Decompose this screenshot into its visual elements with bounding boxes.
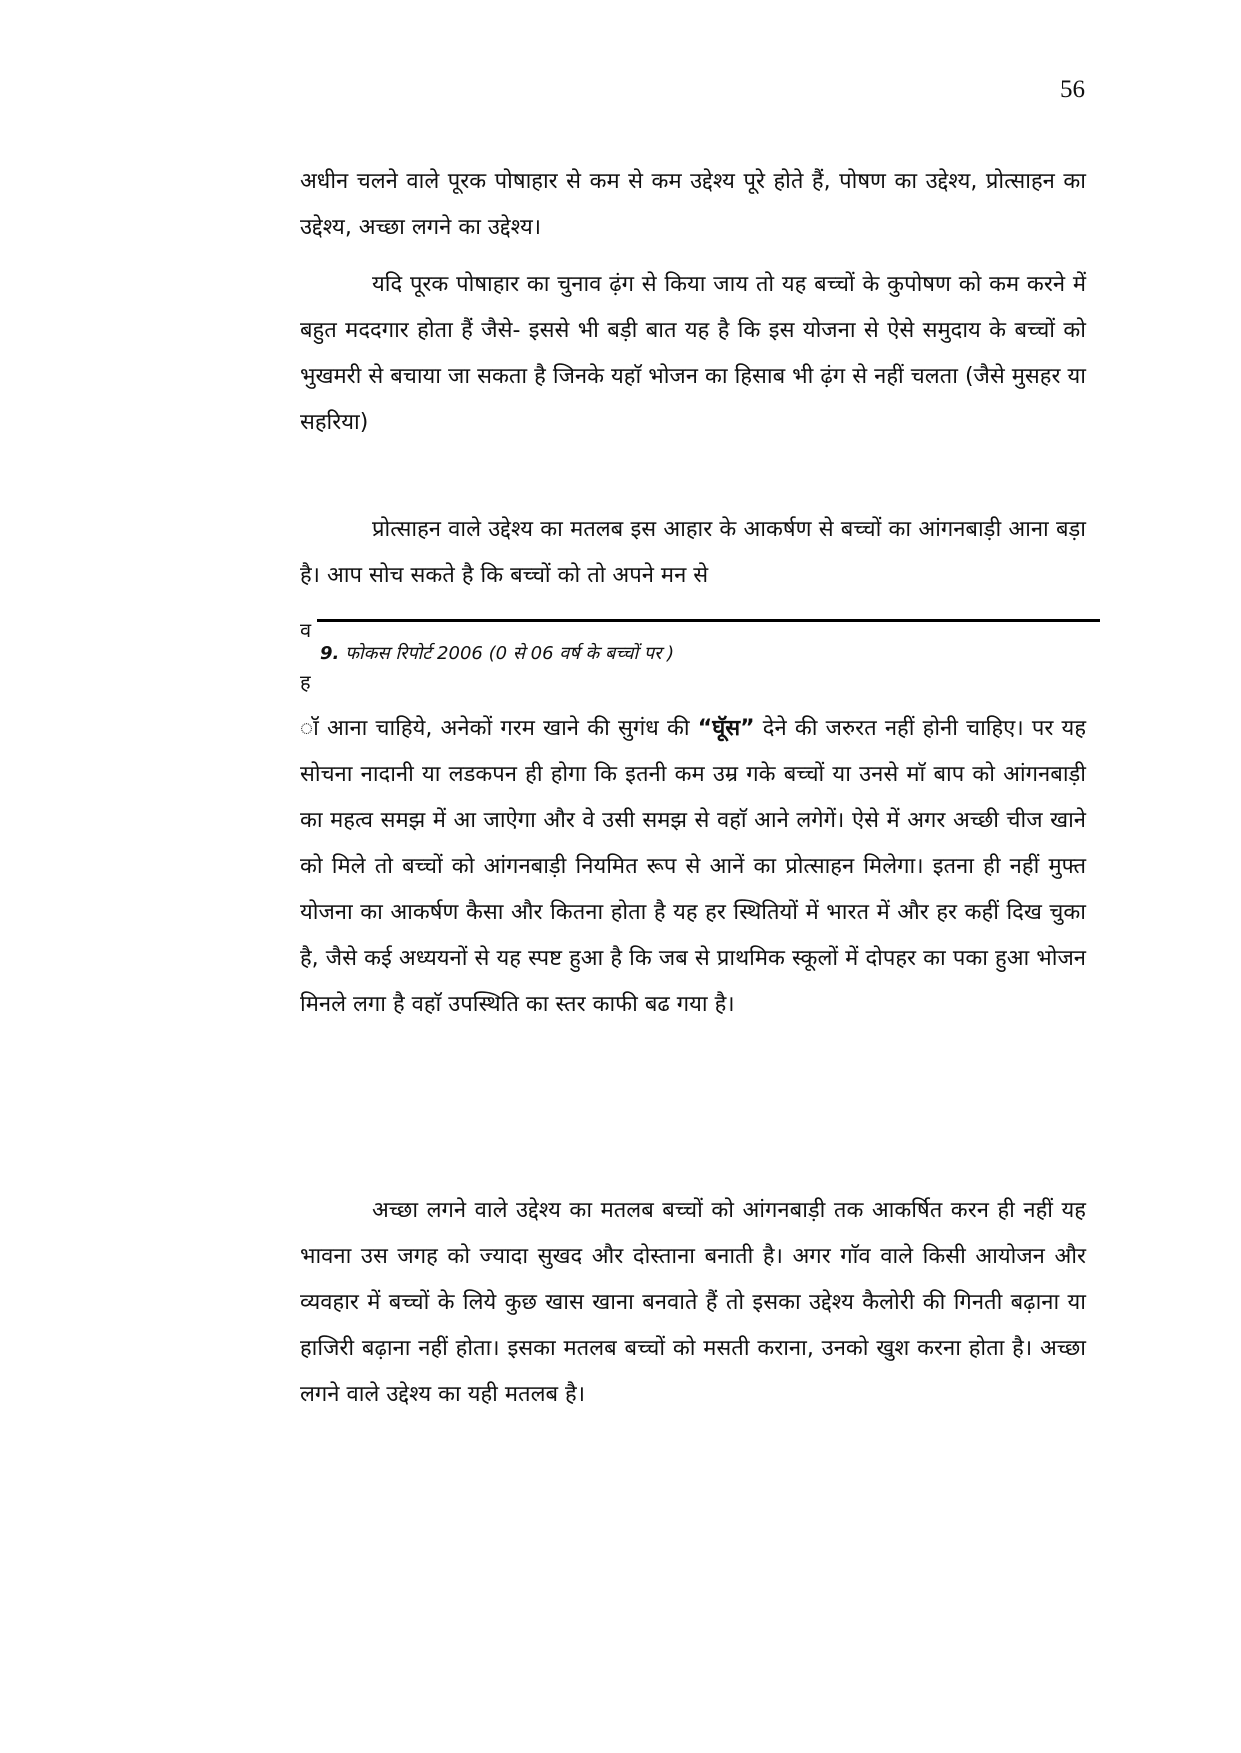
footnote bbox=[320, 641, 674, 665]
footnote-divider bbox=[317, 619, 1100, 622]
paragraph-3: प्रोत्साहन वाले उद्देश्य का मतलब इस आहार के आकर्षण से बच्चों का आंगनबाड़ी आना बड़ा है। आप सोच सकते है कि बच्चों को तो अपने मन से bbox=[300, 517, 1086, 588]
paragraph-4 bbox=[300, 706, 1086, 1028]
paragraph-1: अधीन चलने वाले पूरक पोषाहार से कम से कम उद्देश्य पूरे होते हैं, पोषण का उद्देश्य, प्रोत्साहन का उद्देश्य, अच्छा लगने का उद्देश्य। bbox=[300, 169, 1086, 240]
paragraph-5: अच्छा लगने वाले उद्देश्य का मतलब बच्चों को आंगनबाड़ी तक आकर्षित करन ही नहीं यह भावना उस जगह को ज्यादा सुखद और दोस्ताना बनाती है। अगर गाॅव वाले किसी आयोजन और व्यवहार में बच्चों के लिये कुछ खास खाना बनवाते हैं तो इसका उद्देश्य कैलोरी की गिनती बढ़ाना या हाजिरी बढ़ाना नहीं होता। इसका मतलब बच्चों को मसती कराना, उनको खुश करना होता है। अच्छा लगने वाले उद्देश्य का यही मतलब है। bbox=[300, 1198, 1086, 1407]
paragraph-4-rest: देने की जरुरत नहीं होनी चाहिए। पर यह सोचना नादानी या लडकपन ही होगा कि इतनी कम उम्र गके बच्चों या उनसे माॅ बाप को आंगनबाड़ी का महत्व समझ में आ जाऐगा और वे उसी समझ से वहाॅ आने लगेगें। ऐसे में अगर अच्छी चीज खाने को मिले तो बच्चों को आंगनबाड़ी नियमित रूप से आनें का प्रोत्साहन मिलेगा। इतना ही नहीं मुफ्त योजना का आकर्षण कैसा और कितना होता है यह हर स्थितियों में भारत में और हर कहीं दिख चुका है, जैसे कई अध्ययनों से यह स्पष्ट हुआ है कि जब से प्राथमिक स्कूलों में दोपहर का पका हुआ भोजन मिनले लगा है वहाॅ उपस्थिति का स्तर काफी बढ गया है। bbox=[300, 716, 1086, 1017]
page-break-fragment-top: व bbox=[300, 618, 312, 642]
page-break-fragment-bottom: ह bbox=[300, 670, 311, 694]
emphasized-word: “घूॅस” bbox=[697, 716, 755, 741]
footnote-text: फोकस रिपोर्ट 2006 (0 से 06 वर्ष के बच्चों पर ) bbox=[339, 643, 675, 664]
footnote-number: 9. bbox=[320, 643, 340, 664]
paragraph-4-start: ॉ आना चाहिये, अनेकों गरम खाने की सुगंध की bbox=[300, 716, 698, 741]
page-number: 56 bbox=[1060, 76, 1085, 103]
paragraph-2: यदि पूरक पोषाहार का चुनाव ढ़ंग से किया जाय तो यह बच्चों के कुपोषण को कम करने में बहुत मददगार होता हैं जैसे- इससे भी बड़ी बात यह है कि इस योजना से ऐसे समुदाय के बच्चों को भुखमरी से बचाया जा सकता है जिनके यहाॅ भोजन का हिसाब भी ढ़ंग से नहीं चलता (जैसे मुसहर या सहरिया) bbox=[300, 272, 1086, 435]
